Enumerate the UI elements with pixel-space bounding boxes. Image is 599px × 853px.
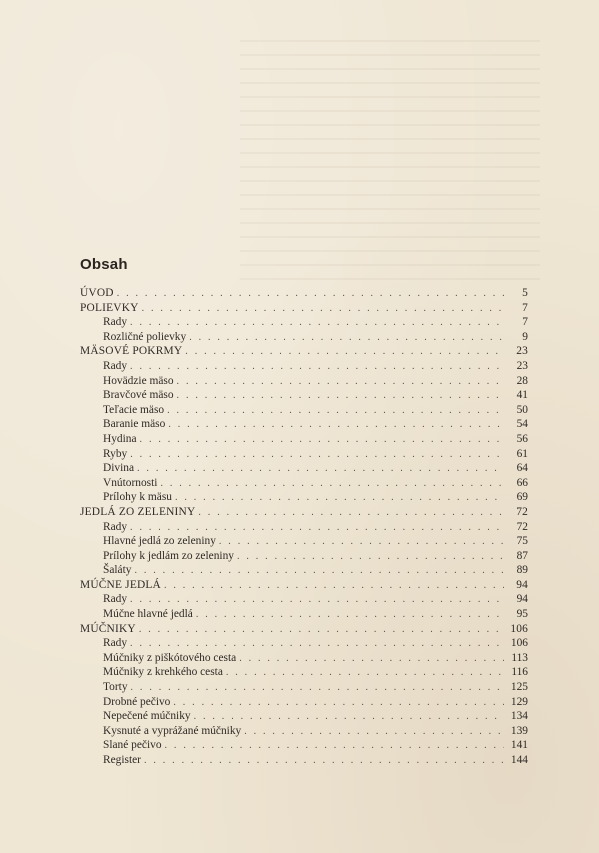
toc-section-entry: [80, 388, 528, 403]
toc-page-number: 54: [516, 418, 528, 431]
toc-section-entry: [80, 534, 528, 549]
toc-entry-label: JEDLÁ ZO ZELENINY: [80, 505, 196, 518]
toc-page-number: 72: [516, 505, 528, 518]
toc-page-number: 139: [510, 724, 528, 737]
toc-entry-label: MÚČNE JEDLÁ: [80, 578, 161, 591]
dot-leader: [134, 564, 504, 579]
dot-leader: [165, 739, 504, 754]
toc-chapter-entry: [80, 578, 528, 593]
toc-section-entry: [80, 447, 528, 462]
toc-page-number: 106: [510, 622, 528, 635]
toc-section-entry: [80, 665, 528, 680]
dot-leader: [175, 491, 504, 506]
dot-leader: [131, 681, 504, 696]
toc-section-entry: [80, 651, 528, 666]
toc-section-entry: [80, 520, 528, 535]
toc-section-entry: [80, 607, 528, 622]
dot-leader: [177, 375, 504, 390]
toc-section-entry: [80, 636, 528, 651]
toc-page-number: 23: [516, 359, 528, 372]
toc-entry-label: MÄSOVÉ POKRMY: [80, 345, 183, 358]
toc-entry-label: Hovädzie mäso: [103, 374, 174, 387]
toc-page-number: 106: [510, 637, 528, 650]
toc-section-entry: [80, 461, 528, 476]
toc-page-number: 9: [522, 330, 528, 343]
dot-leader: [226, 666, 504, 681]
toc-page-number: 23: [516, 345, 528, 358]
toc-page-number: 129: [510, 695, 528, 708]
toc-entry-label: Prílohy k jedlám zo zeleniny: [103, 549, 234, 562]
toc-entry-label: Divina: [103, 462, 135, 475]
toc-page-number: 94: [516, 593, 528, 606]
toc-entry-label: Baranie mäso: [103, 418, 166, 431]
toc-entry-label: Rady: [103, 637, 128, 650]
toc-page-number: 141: [510, 739, 528, 752]
dot-leader: [130, 316, 504, 331]
dot-leader: [137, 462, 504, 477]
dot-leader: [239, 652, 504, 667]
dot-leader: [173, 696, 504, 711]
dot-leader: [189, 331, 504, 346]
toc-page-number: 72: [516, 520, 528, 533]
table-of-contents: [80, 286, 528, 768]
dot-leader: [144, 754, 504, 769]
toc-page-number: 87: [516, 549, 528, 562]
dot-leader: [244, 725, 504, 740]
toc-entry-label: Múčniky z piškótového cesta: [103, 651, 237, 664]
toc-section-entry: [80, 563, 528, 578]
toc-section-entry: [80, 359, 528, 374]
toc-section-entry: [80, 432, 528, 447]
toc-page-number: 5: [522, 287, 528, 299]
toc-entry-label: Rozličné polievky: [103, 330, 187, 343]
toc-page-number: 75: [516, 535, 528, 548]
toc-entry-label: Ryby: [103, 447, 128, 460]
toc-page-number: 7: [522, 316, 528, 329]
dot-leader: [196, 608, 504, 623]
toc-page-number: 61: [516, 447, 528, 460]
toc-entry-label: Hlavné jedlá zo zeleniny: [103, 535, 216, 548]
toc-section-entry: [80, 680, 528, 695]
dot-leader: [140, 433, 504, 448]
dot-leader: [130, 637, 504, 652]
toc-entry-label: Bravčové mäso: [103, 389, 174, 402]
toc-section-entry: [80, 724, 528, 739]
toc-section-entry: [80, 315, 528, 330]
toc-page-number: 89: [516, 564, 528, 577]
dot-leader: [164, 579, 504, 594]
toc-page-number: 7: [522, 301, 528, 314]
toc-chapter-entry: [80, 286, 528, 301]
toc-page-number: 66: [516, 476, 528, 489]
toc-entry-label: MÚČNIKY: [80, 622, 136, 635]
dot-leader: [130, 593, 504, 608]
show-through-texture: [240, 40, 540, 280]
toc-page-number: 56: [516, 432, 528, 445]
toc-page-number: 144: [510, 754, 528, 766]
toc-entry-label: ÚVOD: [80, 287, 114, 299]
toc-page-number: 28: [516, 374, 528, 387]
toc-chapter-entry: [80, 344, 528, 359]
toc-section-entry: [80, 490, 528, 505]
dot-leader: [194, 710, 504, 725]
toc-page-number: 113: [511, 651, 528, 664]
toc-section-entry: [80, 549, 528, 564]
toc-entry-label: Register: [103, 754, 141, 766]
toc-entry-label: Nepečené múčniky: [103, 710, 191, 723]
toc-entry-label: Rady: [103, 520, 128, 533]
toc-page-number: 125: [510, 681, 528, 694]
dot-leader: [219, 535, 504, 550]
dot-leader: [139, 623, 504, 638]
toc-section-entry: [80, 592, 528, 607]
dot-leader: [167, 404, 504, 419]
toc-section-entry: [80, 330, 528, 345]
toc-section-entry: [80, 374, 528, 389]
toc-entry-label: Kysnuté a vyprážané múčniky: [103, 724, 242, 737]
toc-entry-label: Prílohy k mäsu: [103, 491, 172, 504]
toc-entry-label: Torty: [103, 681, 128, 694]
toc-entry-label: Múčniky z krehkého cesta: [103, 666, 223, 679]
toc-page-number: 134: [510, 710, 528, 723]
toc-chapter-entry: [80, 301, 528, 316]
toc-section-entry: [80, 403, 528, 418]
toc-section-entry: [80, 753, 528, 768]
toc-page-number: 69: [516, 491, 528, 504]
toc-entry-label: Rady: [103, 593, 128, 606]
toc-entry-label: Šaláty: [103, 564, 132, 577]
dot-leader: [130, 521, 504, 536]
page-title: Obsah: [80, 256, 128, 273]
toc-page-number: 95: [516, 608, 528, 621]
toc-chapter-entry: [80, 505, 528, 520]
dot-leader: [237, 550, 504, 565]
toc-entry-label: Hydina: [103, 432, 137, 445]
toc-page-number: 116: [511, 666, 528, 679]
toc-page-number: 50: [516, 403, 528, 416]
toc-entry-label: Rady: [103, 316, 128, 329]
toc-section-entry: [80, 709, 528, 724]
dot-leader: [117, 287, 504, 302]
toc-entry-label: Slané pečivo: [103, 739, 162, 752]
toc-entry-label: Rady: [103, 359, 128, 372]
dot-leader: [160, 477, 504, 492]
dot-leader: [142, 302, 504, 317]
dot-leader: [130, 448, 504, 463]
dot-leader: [185, 345, 504, 360]
toc-entry-label: POLIEVKY: [80, 301, 139, 314]
toc-entry-label: Vnútornosti: [103, 476, 158, 489]
toc-entry-label: Drobné pečivo: [103, 695, 171, 708]
toc-entry-label: Múčne hlavné jedlá: [103, 608, 193, 621]
toc-page-number: 41: [516, 389, 528, 402]
toc-section-entry: [80, 417, 528, 432]
toc-section-entry: [80, 476, 528, 491]
toc-page-number: 94: [516, 578, 528, 591]
toc-entry-label: Teľacie mäso: [103, 403, 165, 416]
dot-leader: [177, 389, 504, 404]
toc-section-entry: [80, 695, 528, 710]
dot-leader: [198, 506, 504, 521]
toc-section-entry: [80, 738, 528, 753]
dot-leader: [168, 418, 504, 433]
toc-chapter-entry: [80, 622, 528, 637]
toc-page-number: 64: [516, 462, 528, 475]
dot-leader: [130, 360, 504, 375]
